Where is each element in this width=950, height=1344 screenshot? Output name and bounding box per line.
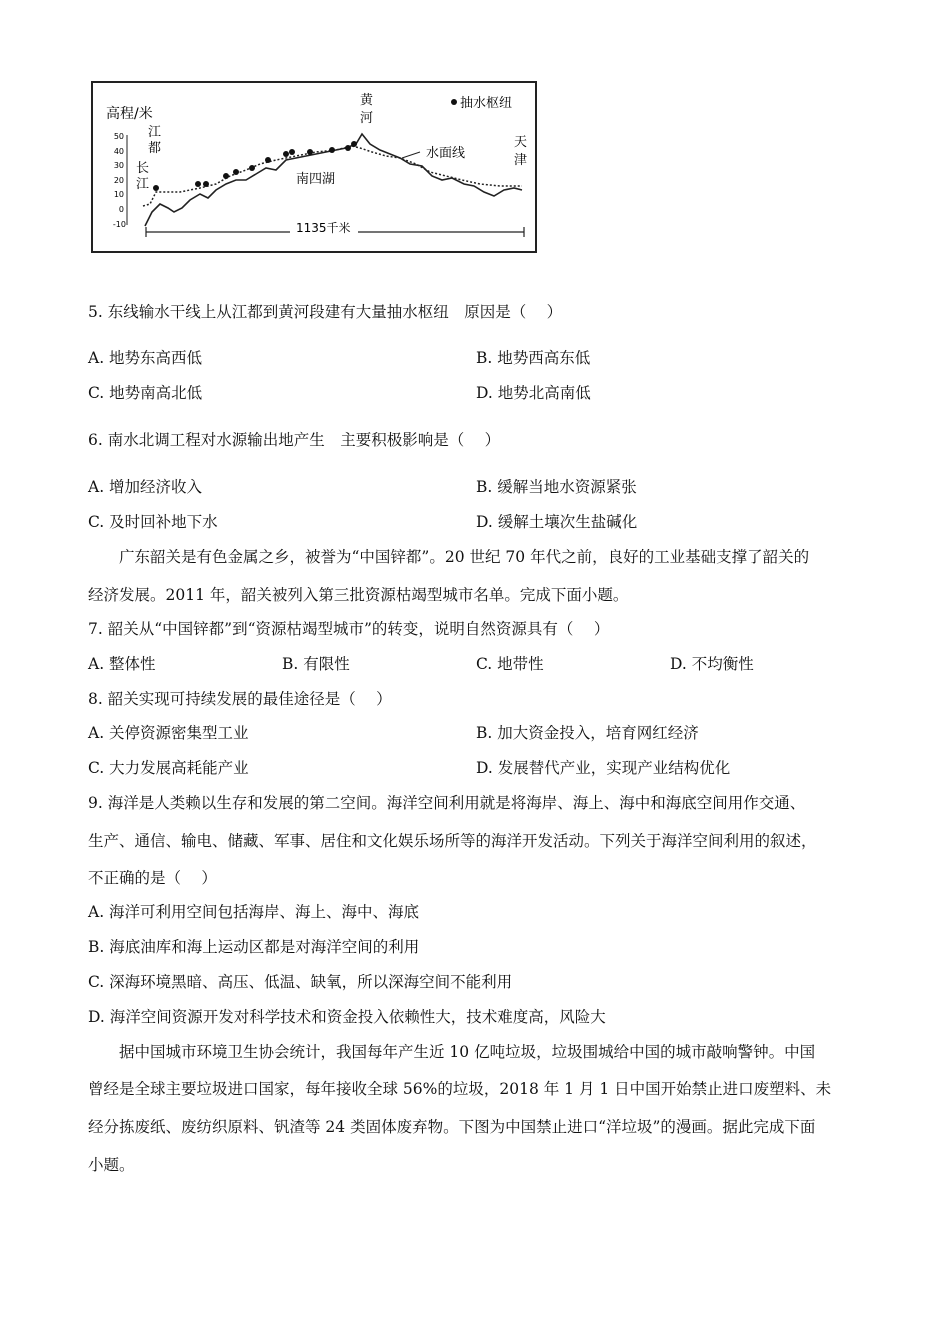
q9-option-d: D. 海洋空间资源开发对科学技术和资金投入依赖性大，技术难度高，风险大 — [88, 1008, 606, 1026]
pump-station-dot — [289, 149, 295, 155]
q6-option-b: B. 缓解当地水资源紧张 — [476, 478, 637, 496]
pump-station-dot — [153, 185, 159, 191]
label-water-surface: 水面线 — [426, 146, 466, 161]
pump-station-dot — [223, 173, 229, 179]
q8-option-d: D. 发展替代产业，实现产业结构优化 — [476, 759, 731, 777]
label-changjiang-1: 长 — [136, 161, 150, 176]
q9-stem-line3: 不正确的是（ ） — [88, 869, 217, 887]
q6-option-c: C. 及时回补地下水 — [88, 513, 218, 531]
legend-dot — [451, 99, 457, 105]
pump-station-dot — [249, 165, 255, 171]
q8-option-c: C. 大力发展高耗能产业 — [88, 759, 249, 777]
label-jiangdu-1: 江 — [148, 125, 162, 140]
y-tick: -10 — [112, 220, 126, 229]
q7-option-b: B. 有限性 — [282, 655, 350, 673]
pump-station-dot — [307, 149, 313, 155]
q8-option-a: A. 关停资源密集型工业 — [88, 724, 249, 742]
passage1-line1: 广东韶关是有色金属之乡，被誉为“中国锌都”。20 世纪 70 年代之前，良好的工业基础支撑了韶关的 — [119, 548, 810, 566]
pump-station-dot — [283, 151, 289, 157]
elevation-profile-figure — [90, 80, 538, 254]
passage2-line3: 经分拣废纸、废纺织原料、钒渣等 24 类固体废弃物。下图为中国禁止进口“洋垃圾”的漫画。据此完成下面 — [88, 1118, 816, 1136]
pump-station-dot — [233, 169, 239, 175]
label-nansihu: 南四湖 — [296, 172, 336, 187]
y-tick: 30 — [113, 161, 124, 170]
pump-station-dot — [329, 147, 335, 153]
label-tianjin-2: 津 — [514, 153, 528, 168]
passage2-line4: 小题。 — [88, 1156, 135, 1174]
elevation-profile-svg — [90, 80, 538, 254]
q9-option-c: C. 深海环境黑暗、高压、低温、缺氧，所以深海空间不能利用 — [88, 973, 513, 991]
legend-label: 抽水枢纽 — [460, 96, 513, 111]
q7-option-c: C. 地带性 — [476, 655, 544, 673]
pump-station-dot — [203, 181, 209, 187]
label-jiangdu-2: 都 — [148, 141, 162, 156]
q6-option-d: D. 缓解土壤次生盐碱化 — [476, 513, 638, 531]
q5-option-c: C. 地势南高北低 — [88, 384, 203, 402]
label-changjiang-2: 江 — [136, 177, 150, 192]
q5-option-b: B. 地势西高东低 — [476, 349, 591, 367]
pump-station-dot — [265, 157, 271, 163]
q9-option-b: B. 海底油库和海上运动区都是对海洋空间的利用 — [88, 938, 420, 956]
q8-stem: 8. 韶关实现可持续发展的最佳途径是（ ） — [88, 690, 392, 708]
q6-option-a: A. 增加经济收入 — [88, 478, 203, 496]
q5-option-d: D. 地势北高南低 — [476, 384, 591, 402]
pump-station-dot — [195, 181, 201, 187]
pump-station-dot — [345, 145, 351, 151]
label-tianjin-1: 天 — [514, 135, 528, 150]
q7-stem: 7. 韶关从“中国锌都”到“资源枯竭型城市”的转变，说明自然资源具有（ ） — [88, 620, 610, 638]
q9-stem-line2: 生产、通信、输电、储藏、军事、居住和文化娱乐场所等的海洋开发活动。下列关于海洋空间利用的叙述， — [88, 832, 817, 850]
q9-option-a: A. 海洋可利用空间包括海岸、海上、海中、海底 — [88, 903, 420, 921]
pump-station-dot — [351, 141, 357, 147]
q9-stem-line1: 9. 海洋是人类赖以生存和发展的第二空间。海洋空间利用就是将海岸、海上、海中和海底空间用作交通、 — [88, 794, 806, 812]
y-axis-label: 高程/米 — [106, 106, 153, 122]
y-tick: 0 — [118, 205, 124, 214]
passage2-line2: 曾经是全球主要垃圾进口国家，每年接收全球 56%的垃圾，2018 年 1 月 1 日中国开始禁止进口废塑料、未 — [88, 1080, 832, 1098]
q5-option-a: A. 地势东高西低 — [88, 349, 203, 367]
y-tick: 40 — [113, 147, 124, 156]
label-huanghe-2: 河 — [360, 111, 374, 126]
y-tick: 10 — [113, 190, 124, 199]
q6-stem: 6. 南水北调工程对水源输出地产生 主要积极影响是（ ） — [88, 431, 501, 449]
label-huanghe-1: 黄 — [360, 93, 374, 108]
q5-stem: 5. 东线输水干线上从江都到黄河段建有大量抽水枢纽 原因是（ ） — [88, 303, 563, 321]
q7-option-a: A. 整体性 — [88, 655, 156, 673]
y-tick: 20 — [113, 176, 124, 185]
q7-option-d: D. 不均衡性 — [670, 655, 754, 673]
passage1-line2: 经济发展。2011 年，韶关被列入第三批资源枯竭型城市名单。完成下面小题。 — [88, 586, 629, 604]
q8-option-b: B. 加大资金投入，培育网红经济 — [476, 724, 699, 742]
passage2-line1: 据中国城市环境卫生协会统计，我国每年产生近 10 亿吨垃圾，垃圾围城给中国的城市敲响警钟。中国 — [119, 1043, 816, 1061]
y-tick: 50 — [113, 132, 124, 141]
distance-label: 1135千米 — [296, 221, 351, 235]
